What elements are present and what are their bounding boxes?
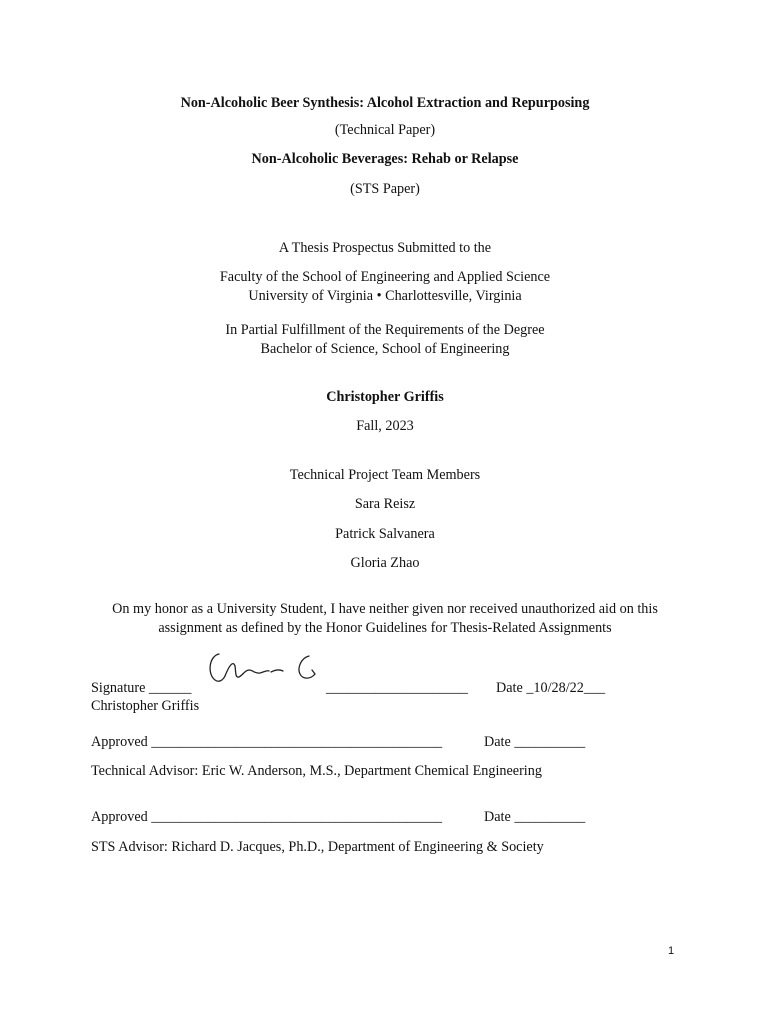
signature-date: Date _10/28/22___ (496, 680, 606, 696)
sts-approval-line: Approved _________________________________________ (91, 809, 443, 825)
author-name: Christopher Griffis (326, 389, 444, 405)
term: Fall, 2023 (356, 418, 414, 434)
faculty-line: Faculty of the School of Engineering and Applied Science (219, 269, 551, 285)
team-member: Sara Reisz (354, 496, 416, 512)
technical-paper-label: (Technical Paper) (334, 122, 436, 138)
sts-approval-date: Date __________ (484, 809, 586, 825)
technical-approval-date: Date __________ (484, 734, 586, 750)
technical-advisor: Technical Advisor: Eric W. Anderson, M.S., Department Chemical Engineering (91, 763, 542, 779)
page-number: 1 (668, 945, 675, 957)
sts-paper-title: Non-Alcoholic Beverages: Rehab or Relapse (251, 151, 519, 167)
submission-line: A Thesis Prospectus Submitted to the (278, 240, 492, 256)
signer-name: Christopher Griffis (91, 698, 200, 714)
team-member: Gloria Zhao (350, 555, 420, 571)
signature-blank-line: ____________________ (326, 680, 468, 696)
technical-approval-line: Approved _________________________________________ (91, 734, 443, 750)
fulfillment-line: In Partial Fulfillment of the Requirements of the Degree (225, 322, 545, 338)
signature-label: Signature ______ (91, 680, 192, 696)
team-heading: Technical Project Team Members (289, 467, 481, 483)
honor-pledge-line-2: assignment as defined by the Honor Guidelines for Thesis-Related Assignments (158, 620, 612, 636)
honor-pledge-line-1: On my honor as a University Student, I have neither given nor received unauthorized aid on this (112, 601, 658, 617)
university-line: University of Virginia • Charlottesville, Virginia (248, 288, 522, 304)
sts-paper-label: (STS Paper) (350, 181, 420, 197)
team-member: Patrick Salvanera (335, 526, 435, 542)
sts-advisor: STS Advisor: Richard D. Jacques, Ph.D., Department of Engineering & Society (91, 839, 544, 855)
handwritten-signature (205, 650, 325, 692)
technical-paper-title: Non-Alcoholic Beer Synthesis: Alcohol Extraction and Repurposing (180, 95, 590, 111)
degree-line: Bachelor of Science, School of Engineering (260, 341, 510, 357)
